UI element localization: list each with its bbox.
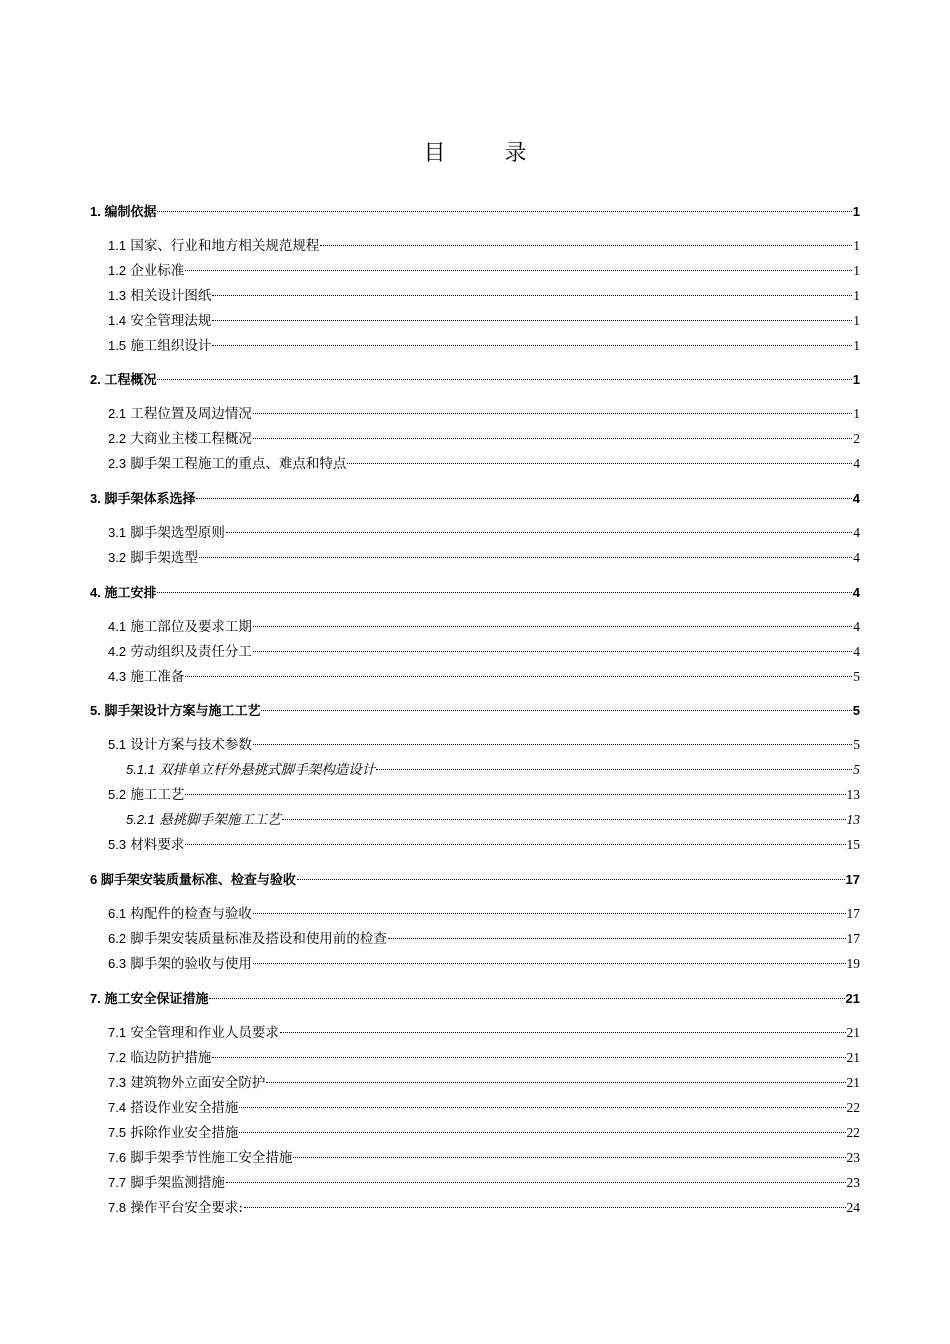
toc-entry-text: 脚手架监测措施 [130, 1175, 225, 1191]
toc-page-number: 4 [853, 644, 860, 659]
toc-page-number: 1 [853, 288, 860, 303]
toc-subsection-entry[interactable] [108, 729, 860, 753]
toc-dot-leader [239, 1117, 845, 1137]
toc-entry-number: 2. [90, 372, 101, 387]
toc-entry-label [108, 1123, 238, 1143]
toc-entry-label [90, 202, 156, 222]
toc-entry-text: 工程概况 [104, 372, 157, 387]
toc-subsection-entry[interactable] [108, 230, 860, 254]
toc-entry-text: 施工组织设计 [130, 338, 212, 354]
toc-subsection-entry[interactable] [108, 923, 860, 947]
toc-entry-number: 4.2 [108, 644, 127, 659]
toc-entry-text: 设计方案与技术参数 [130, 737, 252, 753]
toc-dot-leader [253, 729, 852, 749]
toc-entry-number: 3.1 [108, 525, 127, 540]
toc-entry-number: 7.1 [108, 1025, 127, 1040]
toc-entry-label [108, 929, 387, 949]
toc-entry-text: 脚手架选型 [130, 550, 198, 566]
toc-entry-text: 操作平台安全要求: [130, 1200, 243, 1216]
toc-subsection-entry[interactable] [108, 1117, 860, 1141]
toc-dot-leader [157, 364, 851, 384]
toc-page-number: 5 [852, 703, 860, 718]
toc-page-number: 22 [846, 1100, 860, 1115]
toc-entry-number: 4.3 [108, 669, 127, 684]
toc-entry-text: 相关设计图纸 [130, 288, 212, 304]
toc-entry-text: 双排单立杆外悬挑式脚手架构造设计 [159, 762, 376, 778]
toc-page-number: 22 [846, 1125, 860, 1140]
toc-entry-text: 安全管理法规 [130, 313, 212, 329]
toc-page-number: 1 [853, 263, 860, 278]
toc-entry-number: 2.3 [108, 456, 127, 471]
toc-dot-leader [293, 1142, 845, 1162]
toc-entry-number: 4. [90, 585, 101, 600]
toc-page-number: 17 [846, 906, 860, 921]
toc-page-number: 1 [853, 406, 860, 421]
toc-dot-leader [196, 483, 851, 503]
toc-entry-text: 编制依据 [104, 204, 157, 219]
toc-page-number: 1 [853, 313, 860, 328]
toc-dot-leader [297, 864, 845, 884]
toc-page-number: 23 [846, 1150, 860, 1165]
toc-page-number: 4 [853, 525, 860, 540]
toc-subsection-entry[interactable] [108, 1017, 860, 1041]
toc-entry-number: 1.4 [108, 313, 127, 328]
toc-page-number: 15 [846, 837, 860, 852]
toc-entry-label [108, 617, 252, 637]
toc-dot-leader [226, 1167, 846, 1187]
toc-entry-text: 构配件的检查与验收 [130, 906, 252, 922]
toc-page-number: 23 [846, 1175, 860, 1190]
toc-entry-label [108, 1048, 211, 1068]
toc-page-number: 4 [852, 491, 860, 506]
toc-subsection-entry[interactable] [108, 1192, 860, 1216]
toc-entry-number: 5. [90, 703, 101, 718]
toc-subsection-entry[interactable] [108, 636, 860, 660]
toc-dot-leader [244, 1192, 846, 1212]
toc-subsection-entry[interactable] [108, 280, 860, 304]
toc-page-number: 4 [853, 550, 860, 565]
toc-dot-leader [212, 330, 852, 350]
toc-dot-leader [253, 423, 852, 443]
toc-entry-label [108, 1073, 265, 1093]
toc-page-number: 21 [846, 1075, 860, 1090]
toc-subsection-entry[interactable] [108, 779, 860, 803]
toc-entry-number: 6 [90, 872, 98, 887]
toc-entry-text: 材料要求 [130, 837, 185, 853]
toc-entry-text: 脚手架的验收与使用 [130, 956, 252, 972]
toc-entry-number: 7.8 [108, 1200, 127, 1215]
toc-dot-leader [376, 754, 852, 774]
toc-entry-label [108, 236, 319, 256]
toc-page-number: 1 [852, 204, 860, 219]
toc-entry-text: 脚手架体系选择 [104, 491, 196, 506]
toc-entry-label [108, 667, 184, 687]
toc-title: 目 录 [423, 141, 553, 166]
toc-subsection-entry[interactable] [108, 398, 860, 422]
toc-dot-leader [157, 577, 851, 597]
toc-entry-label [108, 785, 184, 805]
toc-entry-label [108, 311, 211, 331]
toc-entry-number: 2.2 [108, 431, 127, 446]
toc-subsection-entry[interactable] [108, 1092, 860, 1116]
toc-entry-number: 7.2 [108, 1050, 127, 1065]
toc-entry-label [108, 642, 252, 662]
toc-page-number: 4 [852, 585, 860, 600]
toc-dot-leader [253, 948, 846, 968]
toc-dot-leader [347, 448, 852, 468]
toc-entry-label [108, 429, 252, 449]
toc-entry-label [108, 523, 225, 543]
toc-entry-label [108, 1148, 292, 1168]
toc-entry-label [90, 489, 195, 509]
toc-subsection-entry[interactable] [108, 517, 860, 541]
toc-entry-number: 7.6 [108, 1150, 127, 1165]
toc-subsection-entry[interactable] [108, 1167, 860, 1191]
toc-entry-text: 搭设作业安全措施 [130, 1100, 239, 1116]
toc-page-number: 13 [846, 787, 860, 802]
toc-entry-number: 4.1 [108, 619, 127, 634]
toc-page-number: 5 [853, 737, 860, 752]
toc-page-number: 4 [853, 619, 860, 634]
toc-entry-number: 2.1 [108, 406, 127, 421]
toc-section-entry[interactable] [90, 983, 860, 1006]
toc-entry-label [90, 701, 260, 721]
toc-entry-number: 7.7 [108, 1175, 127, 1190]
toc-page-number: 4 [853, 456, 860, 471]
toc-entry-text: 脚手架选型原则 [130, 525, 225, 541]
toc-page-number: 2 [853, 431, 860, 446]
toc-page-number: 5 [853, 669, 860, 684]
toc-entry-number: 1. [90, 204, 101, 219]
toc-dot-leader [253, 898, 846, 918]
toc-entry-label [108, 286, 211, 306]
toc-entry-number: 6.3 [108, 956, 127, 971]
toc-entry-number: 1.1 [108, 238, 127, 253]
toc-subsection-entry[interactable] [108, 305, 860, 329]
toc-subsection-entry[interactable] [108, 898, 860, 922]
toc-section-entry[interactable] [90, 577, 860, 600]
toc-entry-label [108, 904, 252, 924]
toc-entry-number: 1.3 [108, 288, 127, 303]
toc-entry-number: 5.1.1 [126, 762, 155, 777]
toc-entry-text: 施工工艺 [130, 787, 185, 803]
toc-entry-number: 7. [90, 991, 101, 1006]
toc-entry-label [108, 404, 252, 424]
toc-entry-label [108, 735, 252, 755]
toc-entry-label [108, 835, 184, 855]
toc-page-number: 1 [852, 372, 860, 387]
toc-subsection-entry[interactable] [108, 829, 860, 853]
toc-entry-label [108, 1023, 279, 1043]
toc-page-number: 5 [853, 762, 860, 777]
toc-section-entry[interactable] [90, 483, 860, 506]
toc-dot-leader [199, 542, 852, 562]
toc-entry-label [108, 336, 211, 356]
toc-dot-leader [266, 1067, 845, 1087]
toc-subsection-entry[interactable] [108, 1042, 860, 1066]
toc-entry-text: 安全管理和作业人员要求 [130, 1025, 279, 1041]
toc-entry-text: 脚手架安装质量标准及搭设和使用前的检查 [130, 931, 387, 947]
toc-dot-leader [185, 661, 852, 681]
toc-dot-leader [253, 398, 852, 418]
toc-entry-label [90, 370, 156, 390]
toc-entry-text: 施工准备 [130, 669, 185, 685]
toc-entry-text: 施工安全保证措施 [104, 991, 209, 1006]
toc-page-number: 21 [845, 991, 860, 1006]
toc-entry-text: 拆除作业安全措施 [130, 1125, 239, 1141]
toc-section-entry[interactable] [90, 364, 860, 387]
toc-dot-leader [253, 636, 852, 656]
toc-entry-number: 7.4 [108, 1100, 127, 1115]
toc-entry-label [90, 870, 296, 890]
toc-entry-number: 1.5 [108, 338, 127, 353]
toc-dot-leader [239, 1092, 845, 1112]
toc-entry-text: 脚手架设计方案与施工工艺 [104, 703, 261, 718]
toc-subsection-entry[interactable] [108, 542, 860, 566]
toc-entry-label [126, 810, 281, 830]
toc-entry-text: 临边防护措施 [130, 1050, 212, 1066]
toc-subsection-entry[interactable] [108, 330, 860, 354]
toc-entry-number: 6.1 [108, 906, 127, 921]
toc-dot-leader [209, 983, 844, 1003]
toc-entry-label [108, 954, 252, 974]
toc-section-entry[interactable] [90, 695, 860, 718]
toc-subsection-entry[interactable] [108, 661, 860, 685]
toc-dot-leader [185, 255, 852, 275]
toc-page-number: 24 [846, 1200, 860, 1215]
toc-dot-leader [226, 517, 852, 537]
toc-dot-leader [282, 804, 846, 824]
toc-entry-number: 7.3 [108, 1075, 127, 1090]
toc-dot-leader [388, 923, 846, 943]
toc-dot-leader [185, 829, 845, 849]
toc-page-number: 17 [845, 872, 860, 887]
toc-subsection-entry[interactable] [108, 948, 860, 972]
toc-entry-text: 建筑物外立面安全防护 [130, 1075, 266, 1091]
toc-dot-leader [320, 230, 852, 250]
toc-subsection-entry[interactable] [108, 1142, 860, 1166]
toc-dot-leader [212, 280, 852, 300]
toc-dot-leader [253, 611, 852, 631]
toc-entry-label [90, 989, 208, 1009]
toc-entry-number: 1.2 [108, 263, 127, 278]
toc-section-entry[interactable] [90, 864, 860, 887]
toc-entry-number: 5.1 [108, 737, 127, 752]
toc-dot-leader [185, 779, 845, 799]
toc-entry-text: 工程位置及周边情况 [130, 406, 252, 422]
toc-section-entry[interactable] [90, 196, 860, 219]
toc-entry-label [108, 1098, 238, 1118]
toc-entry-number: 5.2 [108, 787, 127, 802]
toc-entry-number: 5.3 [108, 837, 127, 852]
toc-entry-text: 国家、行业和地方相关规范规程 [130, 238, 320, 254]
toc-subsection-entry[interactable] [108, 255, 860, 279]
toc-entry-label [126, 760, 375, 780]
toc-page-number: 17 [846, 931, 860, 946]
toc-entry-text: 企业标准 [130, 263, 185, 279]
toc-page-number: 1 [853, 338, 860, 353]
toc-entry-text: 施工安排 [104, 585, 157, 600]
toc-dot-leader [280, 1017, 846, 1037]
toc-dot-leader [212, 305, 852, 325]
toc-entry-text: 脚手架季节性施工安全措施 [130, 1150, 293, 1166]
toc-entry-label [90, 583, 156, 603]
toc-entry-text: 悬挑脚手架施工工艺 [159, 812, 281, 828]
toc-entry-number: 7.5 [108, 1125, 127, 1140]
toc-subsection-entry[interactable] [108, 1067, 860, 1091]
toc-subsubsection-entry[interactable] [126, 804, 860, 828]
toc-page-number: 19 [846, 956, 860, 971]
toc-subsection-entry[interactable] [108, 423, 860, 447]
toc-subsubsection-entry[interactable] [126, 754, 860, 778]
toc-page-number: 13 [846, 812, 860, 827]
toc-entry-text: 劳动组织及责任分工 [130, 644, 252, 660]
toc-entry-text: 施工部位及要求工期 [130, 619, 252, 635]
toc-entry-text: 脚手架安装质量标准、检查与验收 [100, 872, 296, 887]
toc-entry-label [108, 1173, 225, 1193]
toc-entry-label [108, 454, 346, 474]
toc-entry-number: 3. [90, 491, 101, 506]
toc-entry-number: 5.2.1 [126, 812, 155, 827]
toc-entry-number: 6.2 [108, 931, 127, 946]
toc-entry-text: 大商业主楼工程概况 [130, 431, 252, 447]
toc-page-number: 21 [846, 1050, 860, 1065]
toc-entry-label [108, 261, 184, 281]
toc-dot-leader [212, 1042, 845, 1062]
toc-dot-leader [157, 196, 851, 216]
toc-dot-leader [261, 695, 851, 715]
toc-page-number: 1 [853, 238, 860, 253]
toc-subsection-entry[interactable] [108, 448, 860, 472]
toc-entry-number: 3.2 [108, 550, 127, 565]
toc-entry-label [108, 1198, 243, 1218]
toc-subsection-entry[interactable] [108, 611, 860, 635]
toc-entry-label [108, 548, 198, 568]
toc-entry-text: 脚手架工程施工的重点、难点和特点 [130, 456, 347, 472]
toc-page-number: 21 [846, 1025, 860, 1040]
